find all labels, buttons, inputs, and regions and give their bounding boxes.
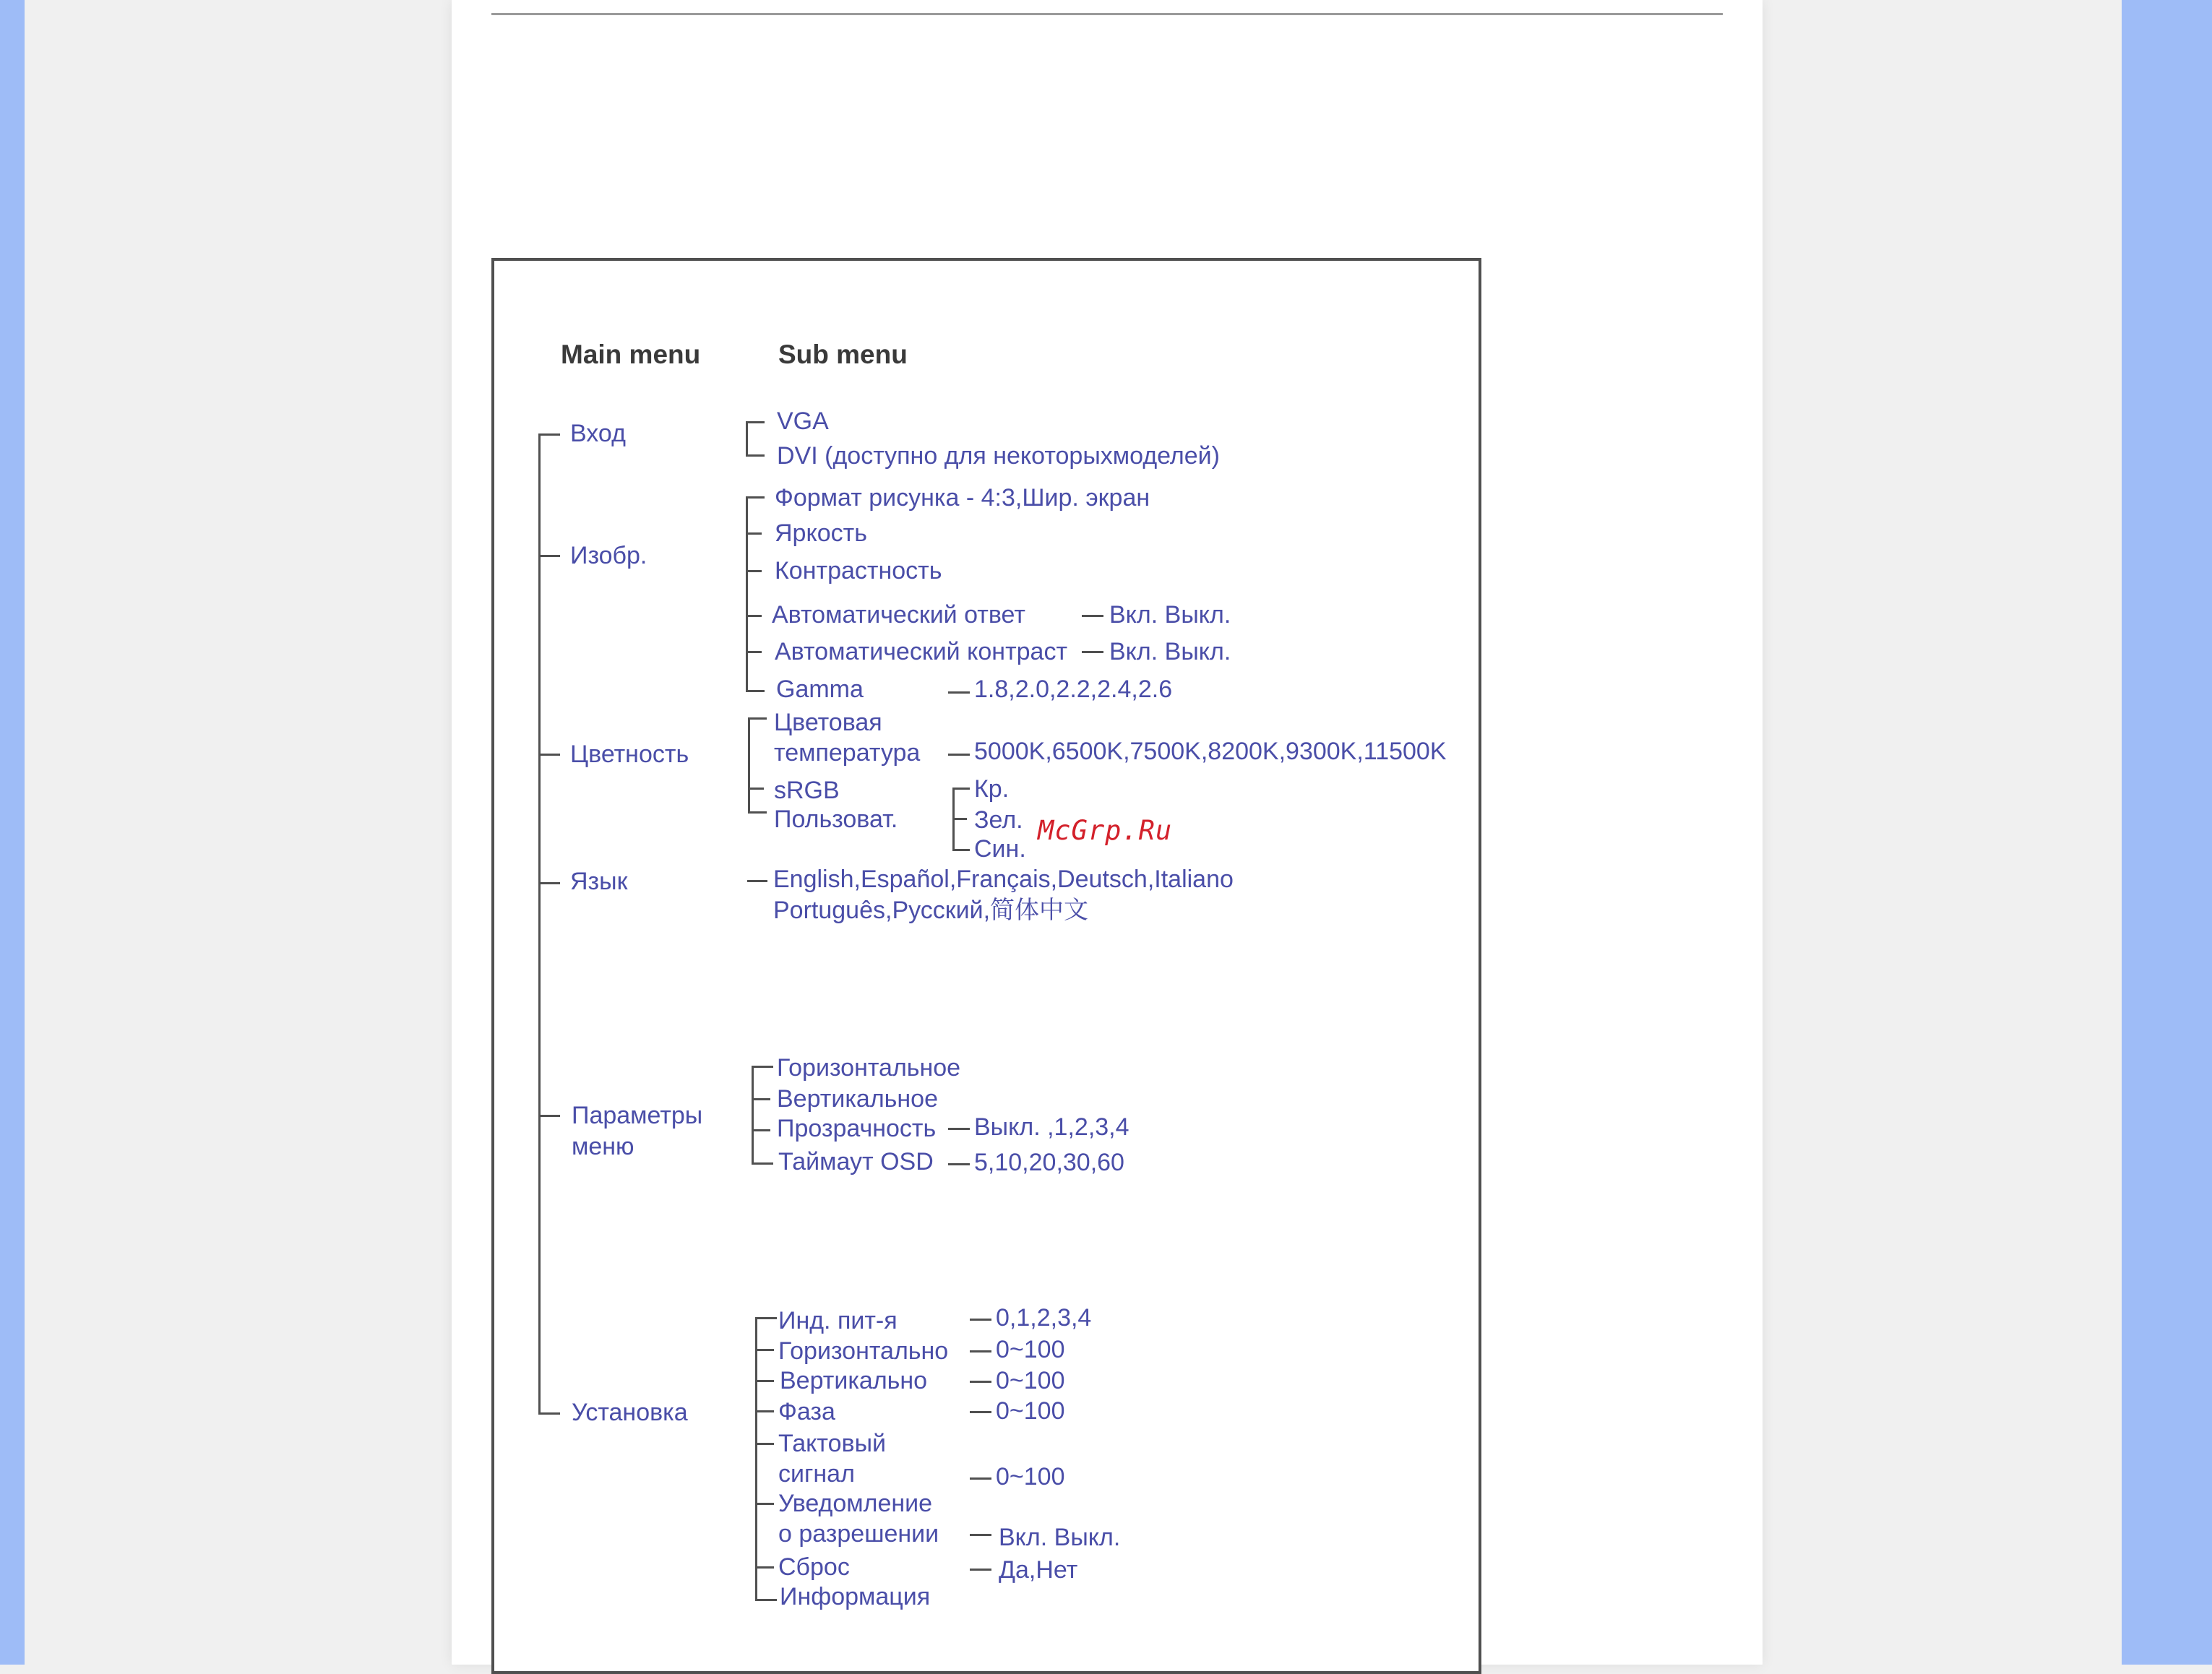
main-item-osd-line1: Параметры bbox=[572, 1102, 703, 1129]
val-reset: Да,Нет bbox=[999, 1556, 1078, 1584]
branch-clock bbox=[755, 1443, 774, 1445]
branch-auto-resp bbox=[746, 615, 762, 617]
branch-phase bbox=[755, 1410, 774, 1412]
sub-auto-contrast: Автоматический контраст bbox=[775, 638, 1068, 665]
tick-izobr bbox=[538, 555, 560, 557]
dash-setup-horiz bbox=[970, 1350, 991, 1352]
dash-power bbox=[970, 1319, 991, 1321]
sub-green: Зел. bbox=[974, 806, 1023, 834]
sub-user: Пользоват. bbox=[774, 806, 898, 833]
tick-color bbox=[538, 754, 560, 756]
tick-lang bbox=[538, 882, 560, 884]
val-clock: 0~100 bbox=[996, 1463, 1065, 1490]
sub-auto-response: Автоматический ответ bbox=[772, 601, 1025, 629]
bracket-osd bbox=[752, 1066, 754, 1164]
branch-srgb bbox=[748, 788, 764, 790]
sub-contrast: Контрастность bbox=[775, 557, 942, 584]
branch-gamma bbox=[746, 690, 765, 692]
val-gamma: 1.8,2.0,2.2,2.4,2.6 bbox=[974, 676, 1173, 703]
branch-osd-horiz bbox=[752, 1066, 773, 1068]
sub-srgb: sRGB bbox=[774, 777, 840, 804]
sub-gamma: Gamma bbox=[776, 676, 864, 703]
osd-menu-diagram bbox=[491, 258, 1481, 1674]
sub-red: Кр. bbox=[974, 775, 1010, 803]
branch-osd-vert bbox=[752, 1098, 770, 1100]
branch-reset bbox=[755, 1566, 774, 1569]
sub-resolution-line2: о разрешении bbox=[778, 1520, 939, 1548]
val-transparency: Выкл. ,1,2,3,4 bbox=[974, 1113, 1129, 1141]
main-item-vhod: Вход bbox=[570, 420, 626, 447]
branch-timeout bbox=[752, 1162, 773, 1165]
dash-setup-vert bbox=[970, 1381, 991, 1383]
main-tree-line bbox=[538, 433, 541, 1414]
branch-resolution bbox=[755, 1503, 774, 1505]
val-power-indicator: 0,1,2,3,4 bbox=[996, 1304, 1092, 1332]
val-auto-response: Вкл. Выкл. bbox=[1109, 601, 1231, 629]
bracket-izobr bbox=[746, 496, 748, 691]
val-auto-contrast: Вкл. Выкл. bbox=[1109, 638, 1231, 665]
left-background-strip bbox=[0, 0, 25, 1665]
sub-osd-horizontal: Горизонтальное bbox=[777, 1054, 961, 1082]
branch-dvi bbox=[746, 454, 765, 457]
main-item-lang: Язык bbox=[570, 868, 628, 895]
sub-lang-line1: English,Español,Français,Deutsch,Italiano bbox=[773, 866, 1234, 893]
tick-osd bbox=[538, 1115, 560, 1117]
bracket-setup bbox=[755, 1317, 757, 1600]
sub-osd-timeout: Таймаут OSD bbox=[778, 1148, 934, 1175]
val-setup-horizontal: 0~100 bbox=[996, 1336, 1065, 1363]
dash-auto-resp bbox=[1082, 615, 1103, 617]
sub-clock-line2: сигнал bbox=[778, 1460, 855, 1488]
sub-color-temp-line2: температура bbox=[774, 739, 921, 767]
dash-auto-contrast bbox=[1082, 651, 1103, 653]
sub-clock-line1: Тактовый bbox=[778, 1430, 886, 1457]
sub-setup-horizontal: Горизонтально bbox=[778, 1337, 949, 1365]
branch-setup-vert bbox=[755, 1380, 774, 1382]
branch-auto-contrast bbox=[746, 651, 762, 653]
dash-clock bbox=[970, 1477, 991, 1480]
val-color-temp: 5000K,6500K,7500K,8200K,9300K,11500K bbox=[974, 738, 1447, 765]
val-phase: 0~100 bbox=[996, 1397, 1065, 1425]
branch-transp bbox=[752, 1129, 770, 1131]
sub-information: Информация bbox=[780, 1583, 931, 1610]
branch-vga bbox=[746, 421, 765, 423]
sub-dvi: DVI (доступно для некоторыхмоделей) bbox=[777, 442, 1220, 470]
branch-contrast bbox=[746, 570, 762, 572]
tick-vhod bbox=[538, 433, 560, 436]
sub-reset: Сброс bbox=[778, 1553, 850, 1581]
dash-resolution bbox=[970, 1534, 991, 1536]
main-item-color: Цветность bbox=[570, 741, 689, 768]
sub-vga: VGA bbox=[777, 407, 829, 435]
dash-temp bbox=[948, 754, 970, 756]
branch-user bbox=[748, 811, 767, 814]
sub-format: Формат рисунка - 4:3,Шир. экран bbox=[775, 484, 1150, 512]
val-setup-vertical: 0~100 bbox=[996, 1367, 1065, 1394]
bracket-color bbox=[748, 717, 750, 813]
main-item-setup: Установка bbox=[572, 1399, 688, 1426]
sub-menu-header: Sub menu bbox=[778, 340, 908, 369]
val-osd-timeout: 5,10,20,30,60 bbox=[974, 1149, 1124, 1176]
val-resolution: Вкл. Выкл. bbox=[999, 1524, 1121, 1551]
dash-phase bbox=[970, 1411, 991, 1413]
branch-temp bbox=[748, 717, 767, 720]
dash-reset bbox=[970, 1569, 991, 1571]
dash-gamma bbox=[948, 691, 970, 694]
branch-setup-horiz bbox=[755, 1349, 774, 1351]
sub-color-temp-line1: Цветовая bbox=[774, 709, 882, 736]
sub-resolution-line1: Уведомление bbox=[778, 1490, 933, 1517]
tick-setup bbox=[538, 1412, 560, 1415]
bracket-vhod bbox=[746, 421, 748, 456]
branch-g bbox=[952, 818, 967, 820]
watermark: McGrp.Ru bbox=[1038, 815, 1173, 846]
top-horizontal-rule bbox=[491, 13, 1723, 15]
sub-lang-line2: Português,Русский,简体中文 bbox=[773, 897, 1089, 924]
dash-lang bbox=[747, 880, 767, 882]
branch-info bbox=[755, 1599, 777, 1601]
branch-power bbox=[755, 1317, 777, 1319]
branch-b bbox=[952, 849, 970, 851]
sub-transparency: Прозрачность bbox=[777, 1115, 937, 1142]
sub-blue: Син. bbox=[974, 835, 1026, 863]
sub-setup-vertical: Вертикально bbox=[780, 1367, 928, 1394]
branch-r bbox=[952, 788, 970, 790]
sub-osd-vertical: Вертикальное bbox=[777, 1085, 938, 1113]
dash-transp bbox=[948, 1128, 970, 1130]
main-menu-header: Main menu bbox=[561, 340, 701, 369]
branch-brightness bbox=[746, 532, 762, 535]
dash-timeout bbox=[948, 1163, 970, 1165]
branch-format bbox=[746, 496, 765, 499]
main-item-osd-line2: меню bbox=[572, 1133, 634, 1160]
sub-phase: Фаза bbox=[778, 1398, 835, 1425]
sub-power-indicator: Инд. пит-я bbox=[778, 1307, 898, 1334]
sub-brightness: Яркость bbox=[775, 519, 867, 547]
right-background-strip bbox=[2122, 0, 2212, 1665]
main-item-izobr: Изобр. bbox=[570, 542, 647, 569]
